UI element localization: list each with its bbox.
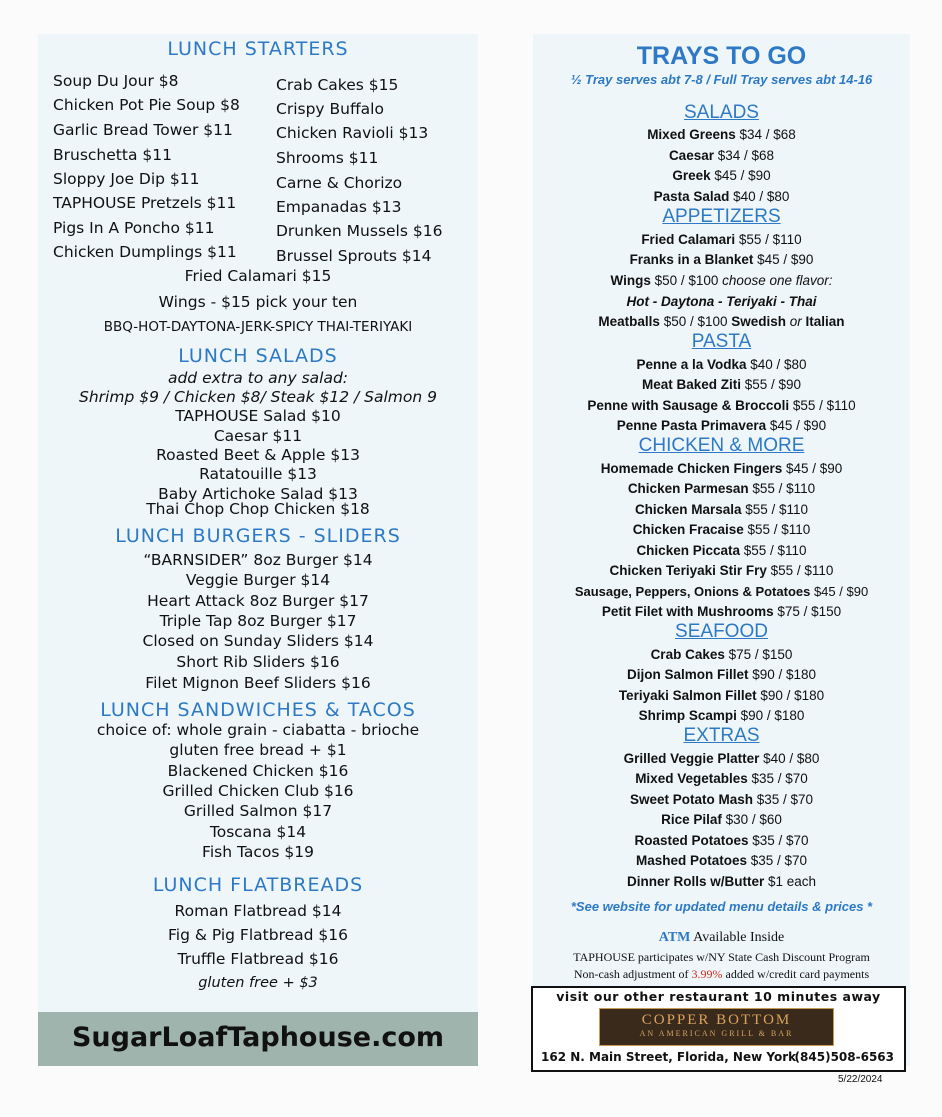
- menu-item: Chicken Pot Pie Soup $8: [53, 96, 240, 114]
- promo-phone: (845)508-6563: [794, 1050, 894, 1064]
- text-fragment: $45 / $90: [782, 461, 843, 476]
- text-fragment: Greek: [672, 168, 711, 183]
- text-fragment: $75 / $150: [724, 647, 793, 662]
- gluten-free-bread: gluten free bread + $1: [169, 741, 347, 759]
- text-fragment: $35 / $70: [747, 771, 808, 786]
- text-fragment: $40 / $80: [729, 189, 790, 204]
- menu-item: Veggie Burger $14: [185, 571, 331, 589]
- text-fragment: Chicken Piccata: [636, 543, 740, 558]
- menu-item: Baby Artichoke Salad $13: [158, 485, 358, 503]
- menu-item: Closed on Sunday Sliders $14: [142, 632, 374, 650]
- text-fragment: $55 / $110: [735, 232, 802, 247]
- text-fragment: $35 / $70: [746, 853, 808, 868]
- menu-item: Garlic Bread Tower $11: [53, 121, 233, 139]
- tray-item: [533, 418, 910, 433]
- tray-item: [533, 377, 910, 392]
- tray-item: [533, 127, 910, 142]
- trays-subtitle: ½ Tray serves abt 7-8 / Full Tray serves abt 14-16: [570, 72, 873, 87]
- text-fragment: or: [786, 314, 806, 329]
- atm-notice: [533, 930, 910, 946]
- tray-item: [533, 148, 910, 163]
- text-fragment: Grilled Veggie Platter: [623, 751, 760, 766]
- seafood-heading: SEAFOOD: [675, 621, 768, 642]
- menu-item: Roasted Beet & Apple $13: [156, 446, 360, 464]
- text-fragment: Non-cash adjustment of: [573, 967, 692, 981]
- wing-flavors: [533, 294, 910, 309]
- salad-addon-label: add extra to any salad:: [167, 369, 349, 387]
- tray-item: [533, 751, 910, 766]
- text-fragment: Penne with Sausage & Broccoli: [587, 398, 790, 413]
- extras-heading: EXTRAS: [683, 725, 760, 746]
- menu-item: Caesar $11: [213, 427, 303, 445]
- lunch-burgers-heading: LUNCH BURGERS - SLIDERS: [115, 525, 401, 547]
- text-fragment: Chicken Parmesan: [627, 481, 749, 496]
- text-fragment: $55 / $110: [766, 563, 834, 578]
- text-fragment: $55 / $90: [740, 377, 802, 392]
- website-note: *See website for updated menu details & prices *: [570, 899, 873, 914]
- text-fragment: Hot - Daytona - Teriyaki - Thai: [626, 294, 817, 309]
- tray-item: [533, 647, 910, 662]
- text-fragment: Sausage, Peppers, Onions & Potatoes: [574, 584, 811, 599]
- text-fragment: ATM: [658, 930, 691, 945]
- text-fragment: $90 / $180: [756, 688, 825, 703]
- cash-discount-line2: [533, 967, 910, 982]
- tray-item: [533, 522, 910, 537]
- text-fragment: Penne Pasta Primavera: [616, 418, 767, 433]
- appetizers-heading: APPETIZERS: [662, 206, 781, 227]
- text-fragment: $75 / $150: [773, 604, 842, 619]
- lunch-flatbreads-heading: LUNCH FLATBREADS: [152, 874, 364, 896]
- menu-item: Carne & Chorizo: [276, 174, 403, 192]
- text-fragment: Pasta Salad: [653, 189, 730, 204]
- menu-item: Blackened Chicken $16: [167, 762, 349, 780]
- text-fragment: Crab Cakes: [650, 647, 725, 662]
- text-fragment: Roasted Potatoes: [634, 833, 749, 848]
- menu-item: Crispy Buffalo: [276, 100, 384, 118]
- lunch-salads-heading: LUNCH SALADS: [178, 345, 338, 367]
- text-fragment: Petit Filet with Mushrooms: [601, 604, 774, 619]
- tray-item: [533, 874, 910, 889]
- tray-item: [533, 461, 910, 476]
- menu-item: Brussel Sprouts $14: [276, 247, 432, 265]
- text-fragment: $45 / $90: [766, 418, 827, 433]
- cash-discount-line1: TAPHOUSE participates w/NY State Cash Discount Program: [573, 950, 870, 964]
- menu-item: Sloppy Joe Dip $11: [53, 170, 200, 188]
- copper-bottom-logo: [599, 1008, 834, 1046]
- lunch-sandwiches-heading: LUNCH SANDWICHES & TACOS: [100, 699, 416, 721]
- promo-header: visit our other restaurant 10 minutes away: [556, 989, 881, 1004]
- pasta-heading: PASTA: [691, 331, 752, 352]
- text-fragment: Teriyaki Salmon Fillet: [618, 688, 757, 703]
- text-fragment: $45 / $90: [710, 168, 771, 183]
- text-fragment: Meatballs: [598, 314, 660, 329]
- text-fragment: added w/credit card payments: [722, 967, 870, 981]
- tray-item: [533, 252, 910, 267]
- text-fragment: Sweet Potato Mash: [629, 792, 753, 807]
- text-fragment: Penne a la Vodka: [636, 357, 747, 372]
- tray-item: [533, 833, 910, 848]
- text-fragment: Franks in a Blanket: [629, 252, 754, 267]
- text-fragment: $55 / $110: [743, 522, 811, 537]
- tray-item: [533, 604, 910, 619]
- print-date: 5/22/2024: [838, 1074, 883, 1085]
- tray-item: [533, 771, 910, 786]
- text-fragment: Available Inside: [690, 930, 785, 945]
- menu-item: Heart Attack 8oz Burger $17: [147, 592, 369, 610]
- tray-item: [533, 502, 910, 517]
- text-fragment: Mixed Vegetables: [635, 771, 748, 786]
- text-fragment: $50 / $100: [650, 273, 723, 288]
- menu-item: Crab Cakes $15: [276, 76, 399, 94]
- tray-item-wings: [533, 273, 910, 288]
- text-fragment: Dijon Salmon Fillet: [626, 667, 749, 682]
- tray-item: [533, 189, 910, 204]
- copper-bottom-promo: [531, 986, 906, 1072]
- text-fragment: $55 / $110: [741, 502, 809, 517]
- text-fragment: Mixed Greens: [647, 127, 736, 142]
- logo-name: COPPER BOTTOM: [641, 1012, 792, 1028]
- menu-item: Bruschetta $11: [53, 146, 172, 164]
- menu-item: TAPHOUSE Salad $10: [175, 407, 341, 425]
- menu-item: Chicken Ravioli $13: [276, 124, 429, 142]
- trays-to-go-panel: [533, 34, 910, 1066]
- menu-item: Fish Tacos $19: [202, 843, 314, 861]
- tray-item: [533, 168, 910, 183]
- text-fragment: Shrimp Scampi: [638, 708, 737, 723]
- salad-addon-items: Shrimp $9 / Chicken $8/ Steak $12 / Salmon 9: [79, 388, 437, 406]
- menu-item: Grilled Chicken Club $16: [162, 782, 354, 800]
- text-fragment: $90 / $180: [748, 667, 817, 682]
- menu-item: Short Rib Sliders $16: [176, 653, 340, 671]
- menu-item: Triple Tap 8oz Burger $17: [159, 612, 357, 630]
- promo-address: 162 N. Main Street, Florida, New York: [541, 1050, 797, 1064]
- text-fragment: $35 / $70: [752, 792, 814, 807]
- trays-title: TRAYS TO GO: [636, 42, 807, 70]
- website-url[interactable]: SugarLoafTaphouse.com: [71, 1022, 445, 1053]
- menu-item: Toscana $14: [209, 823, 307, 841]
- logo-tagline: AN AMERICAN GRILL & BAR: [639, 1029, 794, 1038]
- lunch-starters-heading: LUNCH STARTERS: [167, 38, 349, 60]
- text-fragment: $40 / $80: [746, 357, 807, 372]
- menu-item: Shrooms $11: [276, 149, 379, 167]
- menu-item: Empanadas $13: [276, 198, 402, 216]
- text-fragment: Chicken Marsala: [634, 502, 742, 517]
- menu-item: Fig & Pig Flatbread $16: [167, 926, 348, 944]
- text-fragment: $90 / $180: [736, 708, 805, 723]
- text-fragment: $45 / $90: [753, 252, 814, 267]
- tray-item: [533, 667, 910, 682]
- text-fragment: Homemade Chicken Fingers: [600, 461, 783, 476]
- text-fragment: Mashed Potatoes: [635, 853, 747, 868]
- text-fragment: $55 / $110: [789, 398, 856, 413]
- menu-item: Fried Calamari $15: [184, 267, 332, 285]
- chicken-heading: CHICKEN & MORE: [638, 435, 805, 456]
- tray-item: [533, 708, 910, 723]
- text-fragment: $34 / $68: [735, 127, 796, 142]
- menu-item: Thai Chop Chop Chicken $18: [146, 500, 370, 518]
- wing-flavors: BBQ-HOT-DAYTONA-JERK-SPICY THAI-TERIYAKI: [103, 319, 413, 335]
- menu-item: Wings - $15 pick your ten: [158, 293, 358, 311]
- tray-item: [533, 563, 910, 578]
- salads-heading: SALADS: [684, 102, 759, 123]
- tray-item: [533, 543, 910, 558]
- text-fragment: $1 each: [764, 874, 817, 889]
- menu-item: “BARNSIDER” 8oz Burger $14: [143, 551, 373, 569]
- menu-item: Filet Mignon Beef Sliders $16: [145, 674, 371, 692]
- tray-item-meatballs: [533, 314, 910, 329]
- tray-item: [533, 357, 910, 372]
- lunch-menu-panel: [38, 34, 478, 1066]
- menu-item: Soup Du Jour $8: [53, 72, 179, 90]
- tray-item: [533, 792, 910, 807]
- text-fragment: Caesar: [668, 148, 714, 163]
- tray-item: [533, 584, 910, 599]
- text-fragment: Italian: [805, 314, 845, 329]
- tray-item: [533, 812, 910, 827]
- menu-item: Ratatouille $13: [199, 465, 317, 483]
- text-fragment: $30 / $60: [721, 812, 782, 827]
- text-fragment: Chicken Fracaise: [632, 522, 744, 537]
- text-fragment: Chicken Teriyaki Stir Fry: [609, 563, 767, 578]
- text-fragment: $55 / $110: [740, 543, 807, 558]
- tray-item: [533, 398, 910, 413]
- menu-item: Chicken Dumplings $11: [53, 243, 237, 261]
- tray-item: [533, 853, 910, 868]
- text-fragment: $34 / $68: [713, 148, 775, 163]
- tray-item: [533, 232, 910, 247]
- text-fragment: $35 / $70: [748, 833, 809, 848]
- text-fragment: Fried Calamari: [641, 232, 736, 247]
- text-fragment: Wings: [610, 273, 651, 288]
- tray-item: [533, 481, 910, 496]
- text-fragment: Meat Baked Ziti: [641, 377, 741, 392]
- text-fragment: choose one flavor:: [722, 273, 833, 288]
- cash-adjustment-percent: 3.99%: [691, 967, 723, 981]
- menu-item: TAPHOUSE Pretzels $11: [53, 194, 237, 212]
- text-fragment: $50 / $100: [659, 314, 732, 329]
- text-fragment: Dinner Rolls w/Butter: [626, 874, 765, 889]
- bread-choice: choice of: whole grain - ciabatta - brioche: [96, 721, 420, 739]
- menu-item: Pigs In A Poncho $11: [53, 219, 215, 237]
- menu-item: Roman Flatbread $14: [174, 902, 342, 920]
- text-fragment: $40 / $80: [759, 751, 820, 766]
- menu-item: Truffle Flatbread $16: [177, 950, 339, 968]
- text-fragment: Swedish: [731, 314, 787, 329]
- text-fragment: $45 / $90: [810, 584, 869, 599]
- text-fragment: Rice Pilaf: [661, 812, 722, 827]
- menu-item: Grilled Salmon $17: [183, 802, 333, 820]
- menu-item: Drunken Mussels $16: [276, 222, 443, 240]
- text-fragment: $55 / $110: [748, 481, 816, 496]
- flatbread-gluten-free: gluten free + $3: [198, 975, 318, 991]
- tray-item: [533, 688, 910, 703]
